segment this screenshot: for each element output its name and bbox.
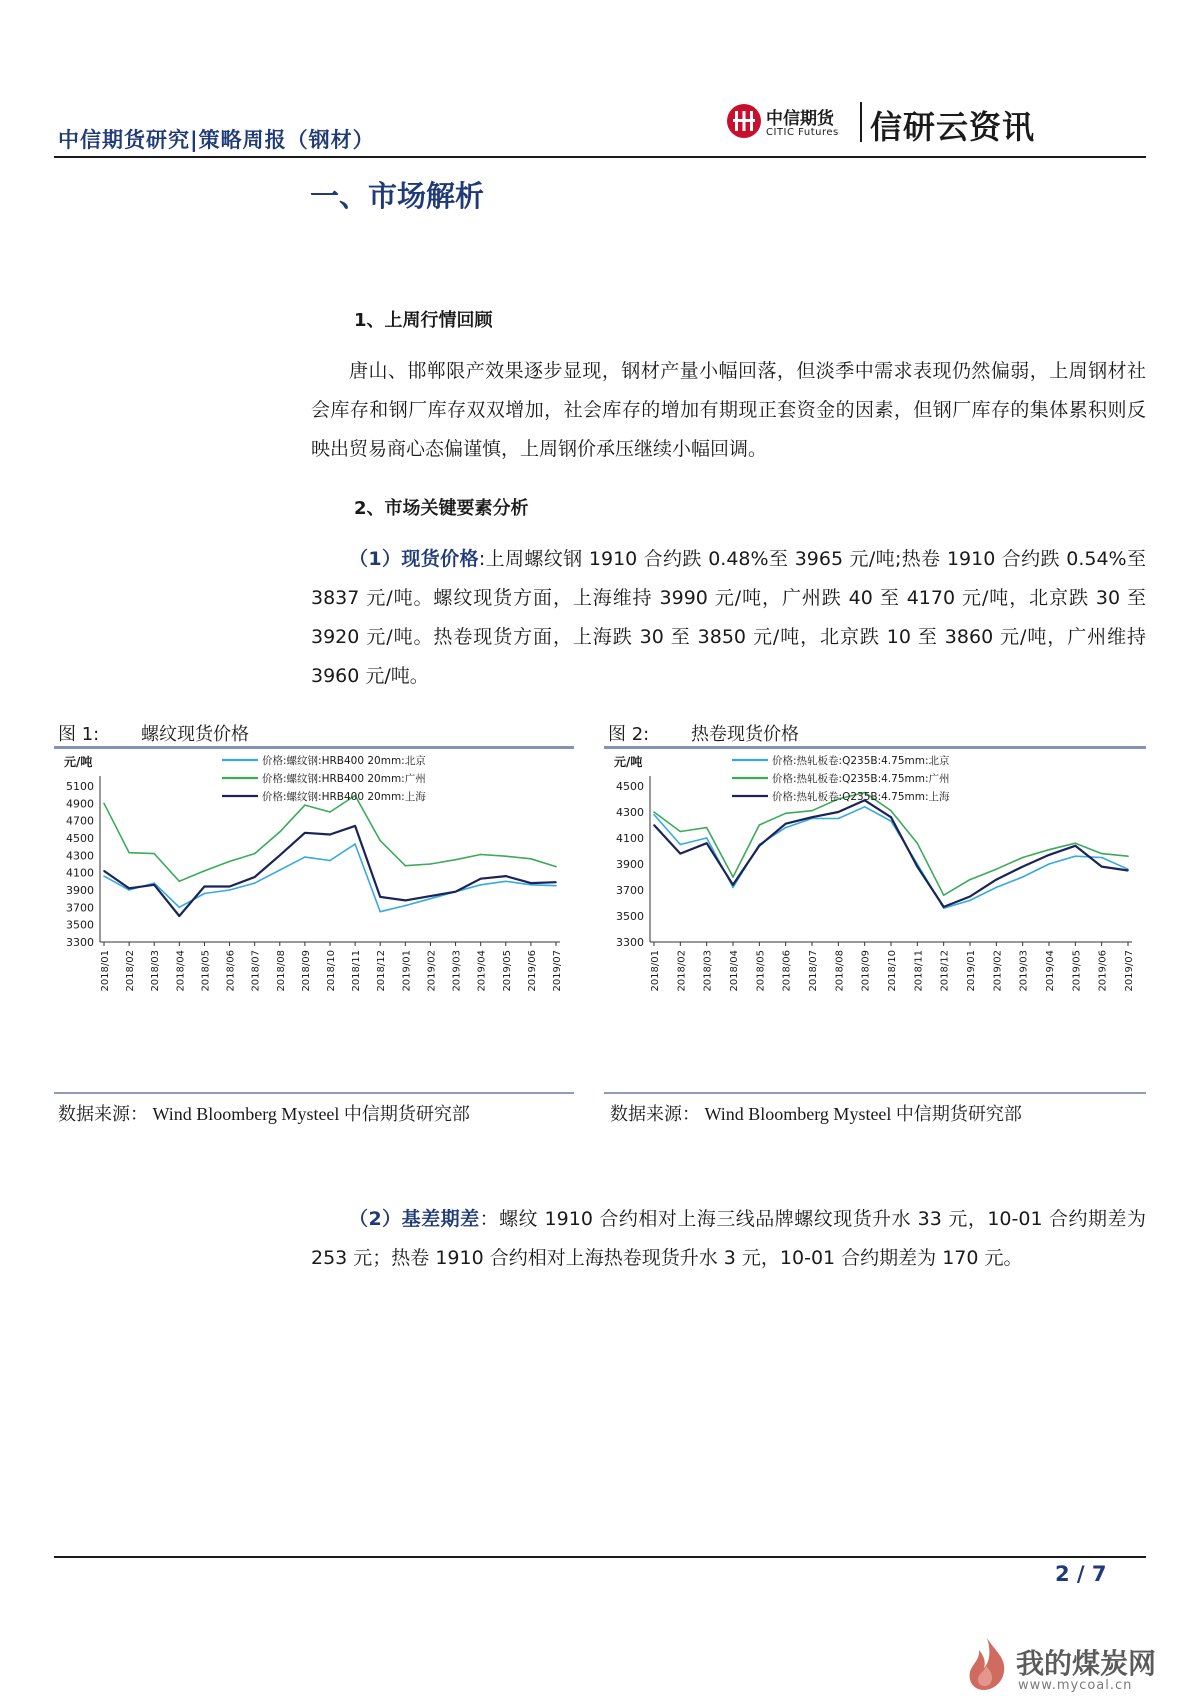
data-point <box>254 853 256 855</box>
data-point <box>785 823 787 825</box>
data-point <box>103 803 105 805</box>
data-point <box>430 898 432 900</box>
data-point <box>864 806 866 808</box>
data-point <box>943 906 945 908</box>
data-point <box>706 842 708 844</box>
data-point <box>732 876 734 878</box>
data-point <box>229 861 231 863</box>
paragraph-spot-price <box>311 540 1146 696</box>
data-point <box>1075 845 1077 847</box>
data-point <box>1127 855 1129 857</box>
y-tick-label: 4100 <box>616 832 644 845</box>
data-point <box>279 831 281 833</box>
data-point <box>304 856 306 858</box>
data-point <box>405 900 407 902</box>
data-point <box>103 875 105 877</box>
x-tick-label: 2018/11 <box>913 950 925 992</box>
data-point <box>653 814 655 816</box>
y-tick-label: 4300 <box>616 806 644 819</box>
data-point <box>969 879 971 881</box>
figure-1-top-rule <box>54 746 574 749</box>
data-point <box>785 813 787 815</box>
data-point <box>1101 857 1103 859</box>
data-point <box>530 858 532 860</box>
data-point <box>505 875 507 877</box>
y-tick-label: 5100 <box>66 780 94 793</box>
x-tick-label: 2018/10 <box>887 950 898 992</box>
data-point <box>969 900 971 902</box>
paragraph-review <box>311 352 1146 469</box>
x-tick-label: 2018/05 <box>755 950 767 992</box>
data-point <box>153 884 155 886</box>
data-point <box>969 896 971 898</box>
spot-price-lead: （1）现货价格 <box>349 548 479 570</box>
data-point <box>153 853 155 855</box>
legend-label: 价格:螺纹钢:HRB400 20mm:广州 <box>262 773 426 785</box>
x-tick-label: 2019/07 <box>1124 950 1135 992</box>
basis-text: ：螺纹 1910 合约相对上海三线品牌螺纹现货升水 33 元，10-01 合约期差为 253 元；热卷 1910 合约相对上海热卷现货升水 3 元，10-01 合约期差为 170 元。 <box>311 1208 1146 1269</box>
citic-logo-icon <box>726 103 762 139</box>
data-point <box>430 895 432 897</box>
data-point <box>996 879 998 881</box>
data-point <box>329 811 331 813</box>
x-tick-label: 2019/06 <box>1097 950 1109 992</box>
data-point <box>917 866 919 868</box>
legend-label: 价格:螺纹钢:HRB400 20mm:上海 <box>262 791 426 803</box>
data-point <box>838 818 840 820</box>
y-tick-label: 3700 <box>616 884 644 897</box>
y-tick-label: 4500 <box>66 832 94 845</box>
data-point <box>759 845 761 847</box>
x-tick-label: 2019/01 <box>966 950 977 992</box>
data-point <box>480 884 482 886</box>
data-point <box>759 824 761 826</box>
data-point <box>128 889 130 891</box>
data-point <box>785 827 787 829</box>
chart-hrc-spot-price <box>604 752 1146 1088</box>
y-tick-label: 3700 <box>66 901 94 915</box>
figure-2-source: 数据来源： Wind Bloomberg Mysteel 中信期货研究部 <box>610 1104 1022 1124</box>
figure-2-top-rule <box>604 746 1146 749</box>
logo-cn-text: 中信期货 <box>766 109 834 129</box>
data-point <box>379 896 381 898</box>
footer-divider <box>54 1556 1146 1558</box>
series-line <box>654 807 1128 908</box>
data-point <box>103 870 105 872</box>
x-tick-label: 2018/03 <box>150 950 162 992</box>
data-point <box>1048 863 1050 865</box>
y-tick-label: 4300 <box>66 849 94 863</box>
x-tick-label: 2019/05 <box>501 950 513 992</box>
figure-2-bottom-rule <box>604 1092 1146 1094</box>
data-point <box>128 852 130 854</box>
data-point <box>179 907 181 909</box>
watermark-text: 我的煤炭网 <box>1016 1647 1157 1680</box>
data-point <box>455 859 457 861</box>
x-tick-label: 2019/07 <box>552 950 563 992</box>
data-point <box>354 843 356 845</box>
logo-separator <box>860 102 862 142</box>
data-point <box>706 827 708 829</box>
x-tick-label: 2018/06 <box>225 950 237 992</box>
y-axis-unit: 元/吨 <box>614 755 643 769</box>
data-point <box>480 878 482 880</box>
data-point <box>1022 876 1024 878</box>
x-tick-label: 2019/03 <box>1018 950 1030 992</box>
series-line <box>104 826 556 916</box>
data-point <box>1022 866 1024 868</box>
data-point <box>229 889 231 891</box>
data-point <box>680 853 682 855</box>
data-point <box>304 804 306 806</box>
series-line <box>104 796 556 882</box>
figure-2-label: 图 2: <box>608 724 650 745</box>
data-point <box>254 876 256 878</box>
data-point <box>555 866 557 868</box>
spot-price-text: :上周螺纹钢 1910 合约跌 0.48%至 3965 元/吨;热卷 1910 合约跌 0.54%至 3837 元/吨。螺纹现货方面，上海维持 3990 元/吨，广州跌 40 至 4170 元/吨，北京跌 30 至 3920 元/吨。热卷现货方面，上海跌 30 至 3850 元/吨，北京跌 10 至 3860 元/吨，广州维持 3960 元/吨。 <box>311 548 1146 687</box>
report-header-title: 中信期货研究|策略周报（钢材） <box>58 128 375 152</box>
x-tick-label: 2019/04 <box>476 950 488 992</box>
data-point <box>405 865 407 867</box>
page-number: 2 / 7 <box>1055 1562 1107 1586</box>
data-point <box>732 884 734 886</box>
x-tick-label: 2018/12 <box>939 950 951 992</box>
x-tick-label: 2018/03 <box>702 950 714 992</box>
data-point <box>811 816 813 818</box>
section-title: 一、市场解析 <box>310 179 485 213</box>
data-point <box>811 810 813 812</box>
data-point <box>304 832 306 834</box>
data-point <box>329 860 331 862</box>
x-tick-label: 2018/02 <box>676 950 688 992</box>
series-line <box>654 800 1128 907</box>
data-point <box>254 882 256 884</box>
header-divider <box>54 156 1146 158</box>
legend-label: 价格:螺纹钢:HRB400 20mm:北京 <box>262 755 426 767</box>
x-tick-label: 2019/03 <box>451 950 463 992</box>
data-point <box>890 810 892 812</box>
data-point <box>153 882 155 884</box>
y-tick-label: 3900 <box>616 858 644 871</box>
data-point <box>706 837 708 839</box>
x-tick-label: 2018/09 <box>300 950 312 992</box>
watermark-url: www.mycoal.cn <box>1018 1678 1133 1693</box>
x-tick-label: 2018/07 <box>808 950 819 992</box>
data-point <box>680 831 682 833</box>
paragraph-review-text: 唐山、邯郸限产效果逐步显现，钢材产量小幅回落，但淡季中需求表现仍然偏弱，上周钢材社会库存和钢厂库存双双增加，社会库存的增加有期现正套资金的因素，但钢厂库存的集体累积则反映出贸易商心态偏谨慎，上周钢价承压继续小幅回调。 <box>311 360 1146 460</box>
data-point <box>204 870 206 872</box>
data-point <box>279 855 281 857</box>
x-tick-label: 2019/01 <box>401 950 413 992</box>
data-point <box>480 854 482 856</box>
data-point <box>996 868 998 870</box>
figure-1-bottom-rule <box>54 1092 574 1094</box>
basis-lead: （2）基差期差 <box>349 1208 480 1230</box>
data-point <box>179 915 181 917</box>
y-tick-label: 3500 <box>66 918 94 932</box>
figure-2-caption <box>608 720 799 746</box>
x-tick-label: 2018/01 <box>100 950 111 992</box>
data-point <box>732 887 734 889</box>
data-point <box>1101 866 1103 868</box>
data-point <box>505 855 507 857</box>
data-point <box>1075 842 1077 844</box>
subheading-analysis: 2、市场关键要素分析 <box>354 498 529 519</box>
data-point <box>530 884 532 886</box>
x-tick-label: 2018/04 <box>729 950 740 992</box>
brand-name: 信研云资讯 <box>870 108 1036 146</box>
y-tick-label: 3500 <box>616 910 644 923</box>
data-point <box>430 863 432 865</box>
logo-en-text: CITIC Futures <box>766 127 839 138</box>
figure-1-title: 螺纹现货价格 <box>140 724 249 745</box>
data-point <box>204 893 206 895</box>
data-point <box>1075 855 1077 857</box>
x-tick-label: 2018/02 <box>125 950 137 992</box>
data-point <box>1048 849 1050 851</box>
watermark-flame-icon <box>962 1636 1012 1696</box>
data-point <box>943 894 945 896</box>
x-tick-label: 2018/10 <box>326 950 337 992</box>
chart-rebar-spot-price <box>54 752 574 1088</box>
data-point <box>838 811 840 813</box>
subheading-review: 1、上周行情回顾 <box>354 310 493 331</box>
x-tick-label: 2018/06 <box>781 950 793 992</box>
data-point <box>653 811 655 813</box>
x-tick-label: 2018/04 <box>175 950 187 992</box>
data-point <box>329 834 331 836</box>
data-point <box>354 825 356 827</box>
x-tick-label: 2018/11 <box>351 950 363 992</box>
data-point <box>505 881 507 883</box>
y-tick-label: 4500 <box>616 780 644 793</box>
data-point <box>455 891 457 893</box>
x-tick-label: 2018/07 <box>250 950 262 992</box>
y-tick-label: 3300 <box>66 936 94 949</box>
x-tick-label: 2019/04 <box>1045 950 1056 992</box>
data-point <box>405 905 407 907</box>
data-point <box>680 844 682 846</box>
figure-2-title: 热卷现货价格 <box>690 724 799 745</box>
x-tick-label: 2018/09 <box>860 950 872 992</box>
y-tick-label: 3300 <box>616 936 644 949</box>
x-tick-label: 2018/08 <box>275 950 287 992</box>
data-point <box>379 840 381 842</box>
legend-label: 价格:热轧板卷:Q235B:4.75mm:上海 <box>772 791 950 803</box>
data-point <box>1127 870 1129 872</box>
data-point <box>379 911 381 913</box>
y-tick-label: 4100 <box>66 866 94 880</box>
x-tick-label: 2019/06 <box>526 950 538 992</box>
citic-logo <box>726 103 762 139</box>
data-point <box>1048 854 1050 856</box>
data-point <box>128 887 130 889</box>
x-tick-label: 2018/05 <box>200 950 212 992</box>
data-point <box>890 816 892 818</box>
figure-1-label: 图 1: <box>58 724 100 745</box>
x-tick-label: 2018/12 <box>376 950 388 992</box>
data-point <box>204 886 206 888</box>
legend-label: 价格:热轧板卷:Q235B:4.75mm:北京 <box>772 755 950 767</box>
y-axis-unit: 元/吨 <box>64 755 93 769</box>
data-point <box>179 881 181 883</box>
y-tick-label: 4700 <box>66 814 94 828</box>
x-tick-label: 2019/02 <box>992 950 1004 992</box>
legend-label: 价格:热轧板卷:Q235B:4.75mm:广州 <box>772 773 950 785</box>
y-tick-label: 4900 <box>66 797 94 811</box>
x-tick-label: 2019/02 <box>426 950 438 992</box>
x-tick-label: 2018/01 <box>650 950 661 992</box>
data-point <box>996 887 998 889</box>
figure-1-caption <box>58 720 249 746</box>
data-point <box>555 881 557 883</box>
data-point <box>530 882 532 884</box>
data-point <box>279 869 281 871</box>
figure-1-source: 数据来源： Wind Bloomberg Mysteel 中信期货研究部 <box>58 1104 470 1124</box>
series-line <box>654 793 1128 896</box>
data-point <box>917 842 919 844</box>
data-point <box>1022 857 1024 859</box>
data-point <box>1101 853 1103 855</box>
y-tick-label: 3900 <box>66 884 94 897</box>
data-point <box>653 824 655 826</box>
paragraph-basis <box>311 1200 1146 1278</box>
data-point <box>229 886 231 888</box>
data-point <box>555 885 557 887</box>
x-tick-label: 2018/08 <box>834 950 846 992</box>
x-tick-label: 2019/05 <box>1071 950 1083 992</box>
